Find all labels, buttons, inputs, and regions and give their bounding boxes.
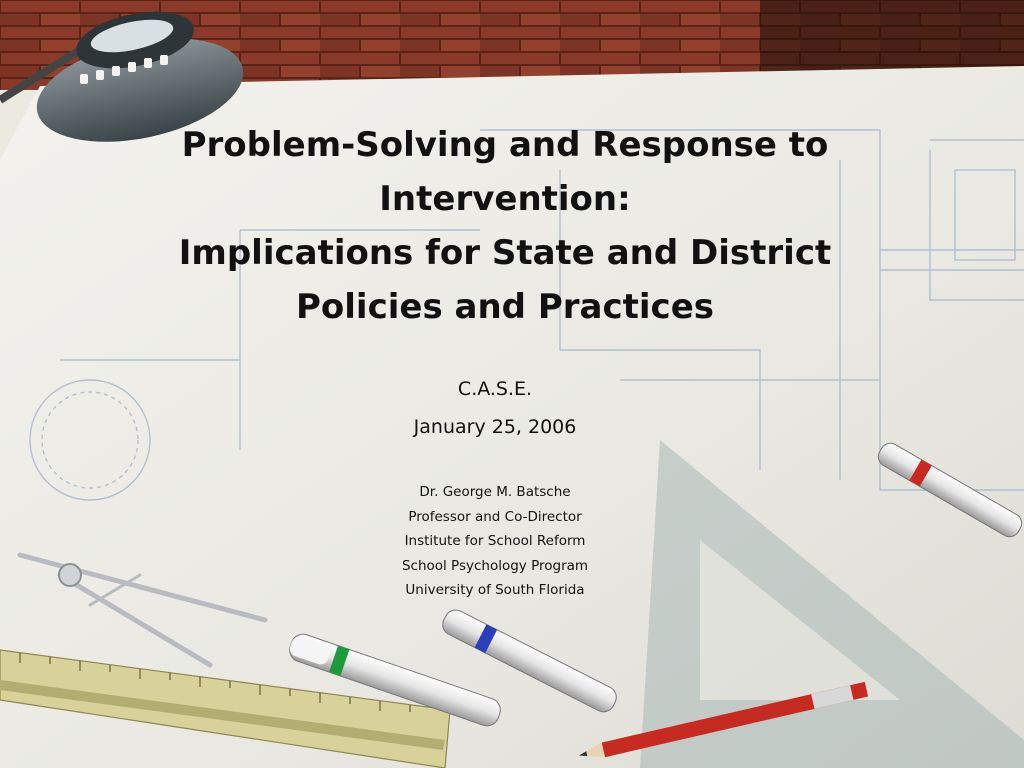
- presenter-university: University of South Florida: [405, 582, 585, 598]
- title-line: Intervention:: [379, 179, 631, 219]
- title-line: Problem-Solving and Response to: [181, 125, 829, 165]
- presenter-info: [300, 480, 690, 603]
- title-line: Policies and Practices: [296, 287, 714, 327]
- title-line: Implications for State and District: [178, 233, 832, 273]
- presenter-program: School Psychology Program: [401, 557, 589, 574]
- slide-title: [110, 118, 900, 334]
- presenter-institute: Institute for School Reform: [404, 533, 586, 549]
- organization: C.A.S.E.: [457, 378, 533, 400]
- event-info: [300, 370, 690, 446]
- presenter-role: Professor and Co-Director: [408, 508, 582, 525]
- presenter-name: Dr. George M. Batsche: [419, 484, 571, 500]
- date: January 25, 2006: [413, 416, 577, 438]
